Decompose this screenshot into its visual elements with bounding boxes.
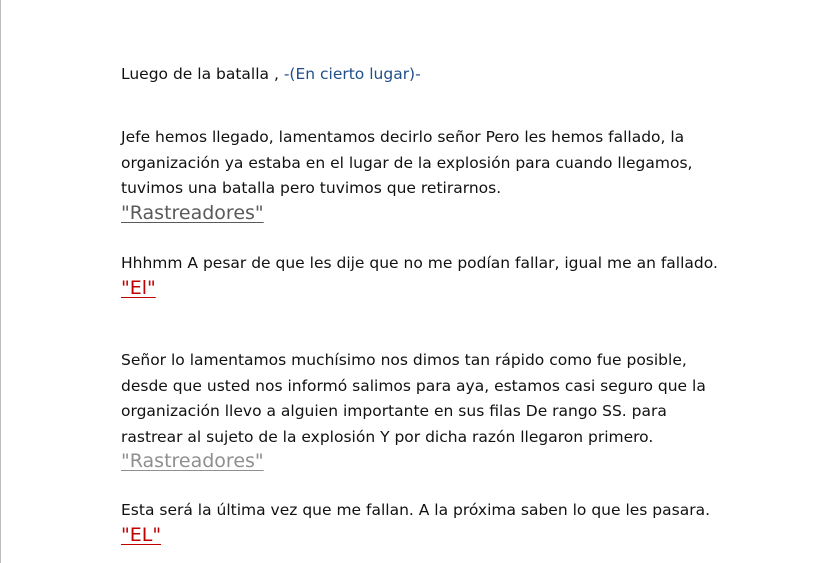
dialogue-block-4 <box>121 498 710 546</box>
dialogue-block-3 <box>121 348 721 472</box>
dialogue-block-1 <box>121 125 721 224</box>
dialogue-paragraph: Esta será la última vez que me fallan. A la próxima saben lo que les pasara. <box>121 501 710 519</box>
speaker-label: "El" <box>121 276 156 299</box>
scene-location: -(En cierto lugar)- <box>283 65 421 83</box>
dialogue-paragraph: Hhhmm A pesar de que les dije que no me podían fallar, igual me an fallado. <box>121 254 718 272</box>
scene-heading-text: Luego de la batalla , <box>121 65 284 83</box>
speaker-label: "Rastreadores" <box>121 201 264 224</box>
dialogue-block-2 <box>121 251 718 299</box>
document-body <box>121 62 721 546</box>
dialogue-paragraph: Jefe hemos llegado, lamentamos decirlo señor Pero les hemos fallado, la organización ya estaba en el lugar de la explosión para cuando llegamos, tuvimos una batalla pero tuvimos que retirarnos. <box>121 128 693 198</box>
speaker-label: "EL" <box>121 523 162 546</box>
speaker-label: "Rastreadores" <box>121 450 264 473</box>
scene-heading <box>121 62 721 87</box>
page-left-border <box>0 0 1 563</box>
dialogue-paragraph: Señor lo lamentamos muchísimo nos dimos tan rápido como fue posible, desde que usted nos informó salimos para aya, estamos casi seguro que la organización llevo a alguien importante en sus filas De rango SS. para rastrear al sujeto de la explosión Y por dicha razón llegaron primero. <box>121 351 706 446</box>
